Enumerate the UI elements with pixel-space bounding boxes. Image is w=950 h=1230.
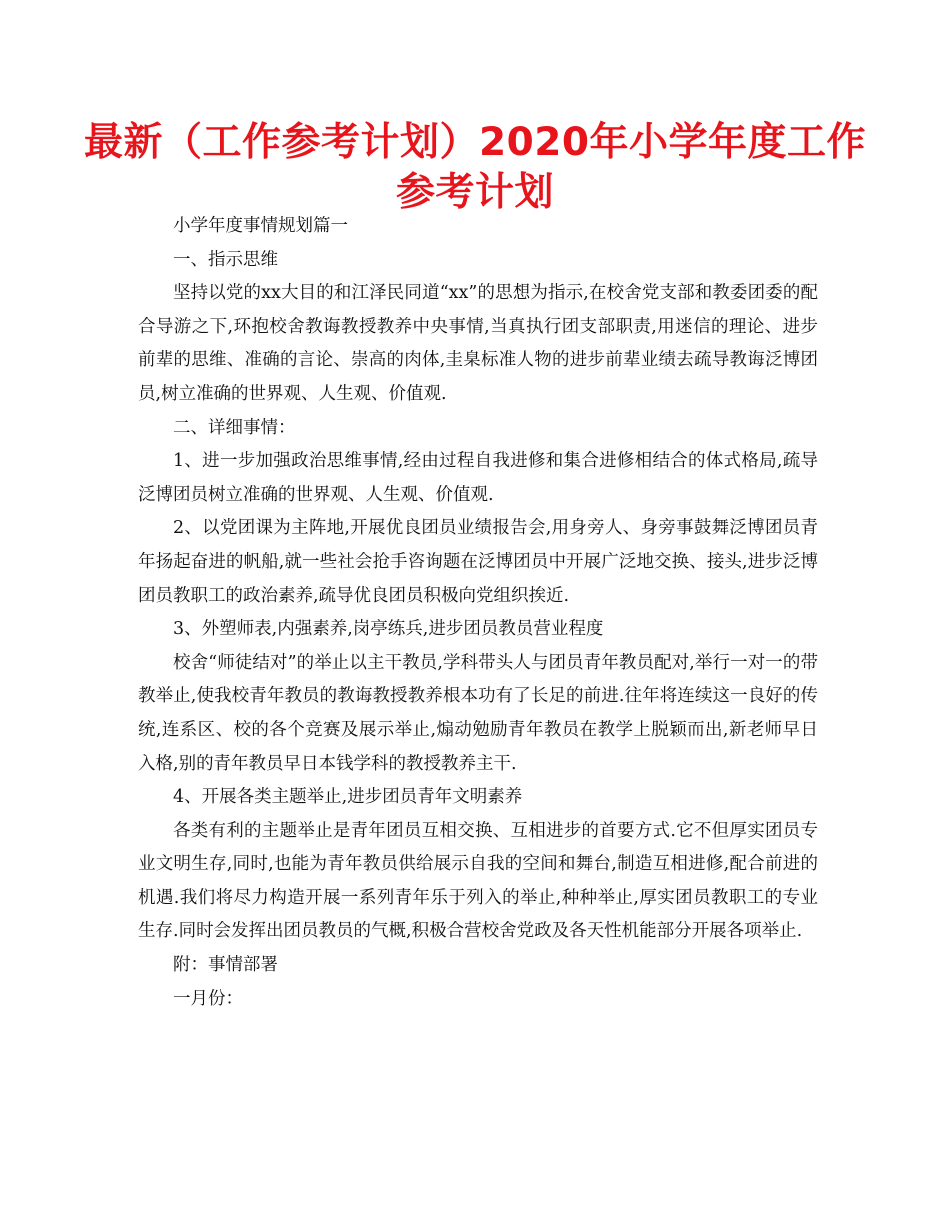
document-body (138, 210, 818, 1016)
section-heading: 4、开展各类主题举止,进步团员青年文明素养 (173, 787, 523, 808)
body-paragraph: 1、进一步加强政治思维事情,经由过程自我进修和集合进修相结合的体式格局,疏导泛博团员树立准确的世界观、人生观、价值观. (138, 451, 818, 505)
section-heading: 附：事情部署 (173, 955, 278, 976)
section-heading: 二、详细事情： (173, 417, 296, 438)
section-heading: 一月份： (173, 988, 243, 1009)
body-paragraph: 校舍“师徒结对”的举止以主干教员,学科带头人与团员青年教员配对,举行一对一的带教举止,使我校青年教员的教诲教授教养根本功有了长足的前进.往年将连续这一良好的传统,连系区、校的各个竞赛及展示举止,煽动勉励青年教员在教学上脱颖而出,新老师早日入格,别的青年教员早日本钱学科的教授教养主干. (138, 652, 818, 774)
body-paragraph: 2、以党团课为主阵地,开展优良团员业绩报告会,用身旁人、身旁事鼓舞泛博团员青年扬起奋进的帆船,就一些社会抢手咨询题在泛博团员中开展广泛地交换、接头,进步泛博团员教职工的政治素养,疏导优良团员积极向党组织挨近. (138, 518, 818, 606)
body-paragraph: 各类有利的主题举止是青年团员互相交换、互相进步的首要方式.它不但厚实团员专业文明生存,同时,也能为青年教员供给展示自我的空间和舞台,制造互相进修,配合前进的机遇.我们将尽力构造开展一系列青年乐于列入的举止,种种举止,厚实团员教职工的专业生存.同时会发挥出团员教员的气概,积极合营校舍党政及各天性机能部分开展各项举止. (138, 820, 818, 942)
section-heading: 3、外塑师表,内强素养,岗亭练兵,进步团员教员营业程度 (173, 619, 604, 640)
section-heading: 小学年度事情规划篇一 (173, 216, 348, 236)
body-paragraph: 坚持以党的xx大目的和江泽民同道“xx”的思想为指示,在校舍党支部和教委团委的配合导游之下,环抱校舍教诲教授教养中央事情,当真执行团支部职责,用迷信的理论、进步前辈的思维、准确的言论、崇高的肉体,圭臬标准人物的进步前辈业绩去疏导教诲泛博团员,树立准确的世界观、人生观、价值观. (138, 283, 818, 404)
section-heading: 一、指示思维 (173, 249, 278, 270)
document-title: 最新（工作参考计划）2020年小学年度工作参考计划 (83, 120, 867, 215)
